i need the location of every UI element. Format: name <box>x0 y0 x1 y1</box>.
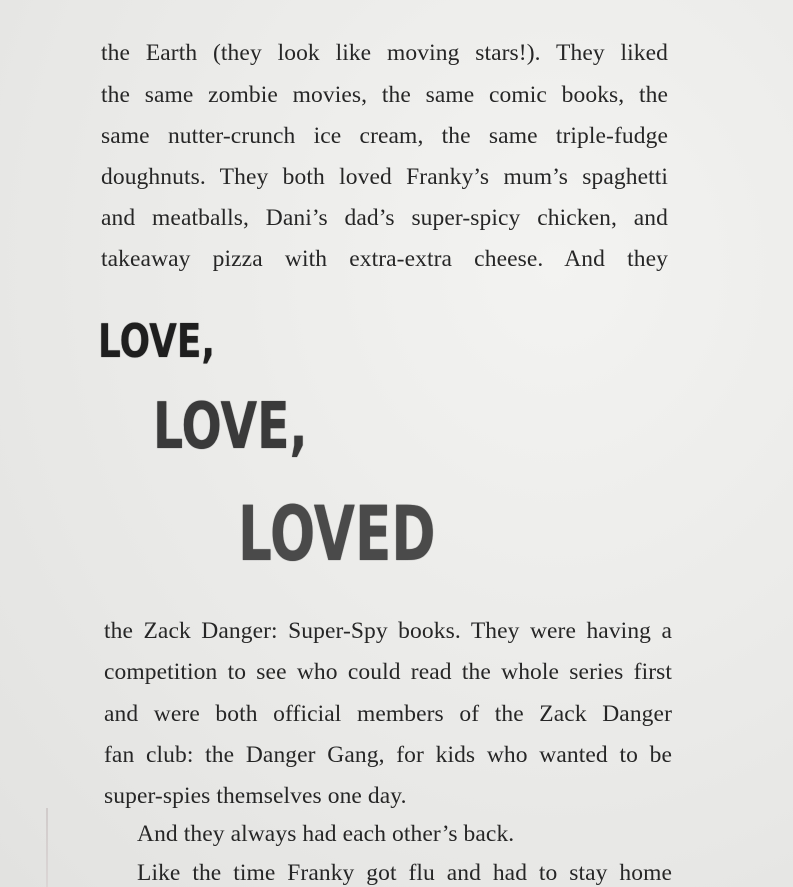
text-line: and meatballs, Dani’s dad’s super-spicy chicken, and <box>101 205 668 231</box>
text-line: the Earth (they look like moving stars!). They liked <box>101 40 668 66</box>
text-line: Like the time Franky got flu and had to stay home <box>137 860 672 886</box>
text-line: the Zack Danger: Super-Spy books. They were having a <box>104 618 672 644</box>
emphasis-word-loved: LOVED <box>238 489 436 578</box>
text-line: same nutter-crunch ice cream, the same triple-fudge <box>101 123 668 149</box>
text-line: and were both official members of the Zack Danger <box>104 701 672 727</box>
emphasis-word-love-2: LOVE, <box>153 390 308 464</box>
text-line: competition to see who could read the whole series first <box>104 659 672 685</box>
page-edge-mark <box>46 808 48 887</box>
text-line: takeaway pizza with extra-extra cheese. And they <box>101 246 668 272</box>
text-line: doughnuts. They both loved Franky’s mum’s spaghetti <box>101 164 668 190</box>
text-line: fan club: the Danger Gang, for kids who wanted to be <box>104 742 672 768</box>
text-line: And they always had each other’s back. <box>137 821 515 847</box>
text-line: super-spies themselves one day. <box>104 783 407 809</box>
emphasis-word-love-1: LOVE, <box>98 314 216 368</box>
text-line: the same zombie movies, the same comic books, the <box>101 82 668 108</box>
